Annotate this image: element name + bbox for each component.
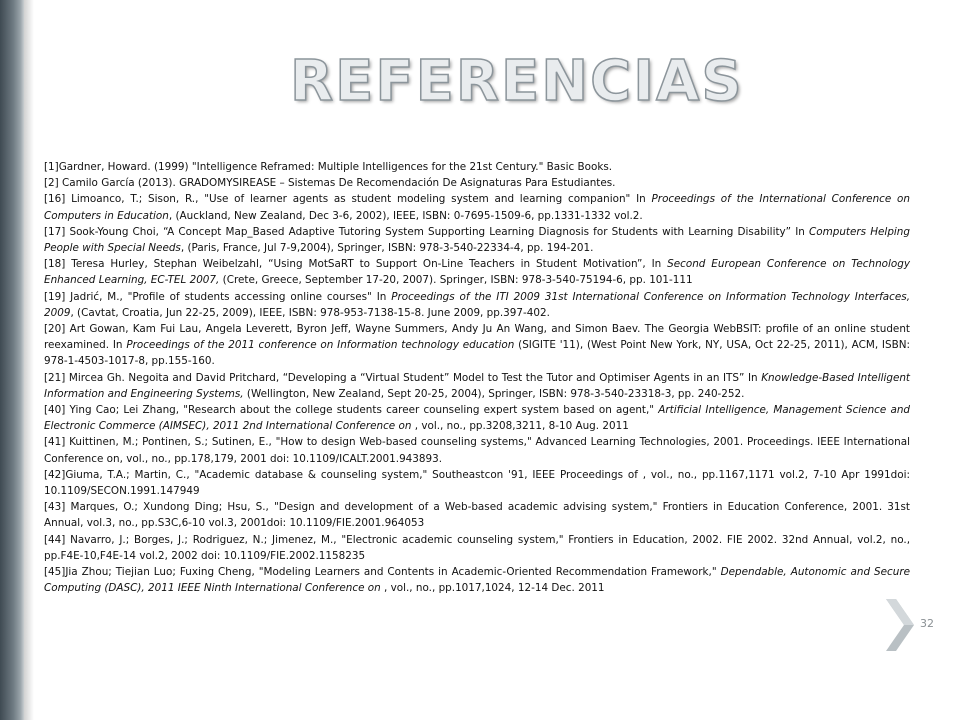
reference-italic-text: Proceedings of the 2011 conference on Information technology education xyxy=(126,339,515,352)
left-bar-shadow xyxy=(24,0,34,720)
reference-item xyxy=(44,256,910,288)
reference-text: [17] Sook-Young Choi, “A Concept Map_Based Adaptive Tutoring System Supporting Learning Diagnosis for Students with Learning Disability” In xyxy=(44,225,810,238)
reference-item xyxy=(44,175,910,191)
reference-italic-text: Knowledge-Based Intelligent Information and Engineering Systems, xyxy=(44,371,910,400)
reference-item xyxy=(44,564,910,596)
reference-item xyxy=(44,467,910,499)
reference-text: [41] Kuittinen, M.; Pontinen, S.; Sutinen, E., "How to design Web-based counseling systems," Advanced Learning Technologies, 2001. Proceedings. IEEE International Conference on, vol., no., pp.178,179, 2001 doi: 10.1109/ICALT.2001.943893. xyxy=(44,436,910,465)
reference-italic-text: Artificial Intelligence, Management Science and Electronic Commerce (AIMSEC), 2011 2nd International Conference on xyxy=(44,404,910,433)
reference-italic-text: Proceedings of the International Conference on Computers in Education xyxy=(44,193,910,222)
reference-item xyxy=(44,532,910,564)
reference-text: , (Cavtat, Croatia, Jun 22-25, 2009), IEEE, ISBN: 978-953-7138-15-8. June 2009, pp.397-402. xyxy=(70,306,550,319)
reference-text: , (Auckland, New Zealand, Dec 3-6, 2002), IEEE, ISBN: 0-7695-1509-6, pp.1331-1332 vol.2. xyxy=(168,209,643,222)
reference-text: [21] Mircea Gh. Negoita and David Pritchard, “Developing a “Virtual Student” Model to Test the Tutor and Optimiser Agents in an ITS” In xyxy=(44,371,762,384)
reference-text: , vol., no., pp.1017,1024, 12-14 Dec. 2011 xyxy=(380,582,605,595)
reference-text: [16] Limoanco, T.; Sison, R., "Use of learner agents as student modeling system and learning companion" In xyxy=(44,193,652,206)
left-decorative-bar xyxy=(0,0,24,720)
reference-text: (Wellington, New Zealand, Sept 20-25, 2004), Springer, ISBN: 978-3-540-23318-3, pp. 240-252. xyxy=(243,387,745,400)
reference-item xyxy=(44,289,910,321)
reference-text: , vol., no., pp.3208,3211, 8-10 Aug. 2011 xyxy=(411,420,629,433)
reference-text: [2] Camilo García (2013). GRADOMYSIREASE – Sistemas De Recomendación De Asignaturas Para Estudiantes. xyxy=(44,177,616,190)
reference-text: [19] Jadrić, M., "Profile of students accessing online courses" In xyxy=(44,290,392,303)
reference-item xyxy=(44,499,910,531)
reference-text: [42]Giuma, T.A.; Martin, C., "Academic database & counseling system," Southeastcon '91, IEEE Proceedings of , vol., no., pp.1167,1171 vol.2, 7-10 Apr 1991doi: 10.1109/SECON.1991.147949 xyxy=(44,468,910,498)
reference-text: [1]Gardner, Howard. (1999) "Intelligence Reframed: Multiple Intelligences for the 21st Century." Basic Books. xyxy=(44,161,613,173)
chevron-right-icon[interactable] xyxy=(882,595,918,655)
slide-title: REFERENCIAS xyxy=(290,49,744,114)
reference-text: (SIGITE '11), (West Point New York, NY, USA, Oct 22-25, 2011), ACM, ISBN: 978-1-4503-1017-8, pp.155-160. xyxy=(44,339,910,368)
reference-item xyxy=(44,434,910,466)
reference-text: [18] Teresa Hurley, Stephan Weibelzahl, “Using MotSaRT to Support On-Line Teachers in Student Motivation”, In xyxy=(44,258,668,271)
reference-italic-text: Dependable, Autonomic and Secure Computing (DASC), 2011 IEEE Ninth International Conference on xyxy=(44,566,910,595)
reference-item xyxy=(44,191,910,223)
reference-text: [40] Ying Cao; Lei Zhang, "Research about the college students career counseling expert system based on agent," xyxy=(44,404,659,417)
reference-item xyxy=(44,321,910,370)
reference-italic-text: Second European Conference on Technology Enhanced Learning, EC-TEL 2007, xyxy=(44,258,910,287)
reference-item xyxy=(44,159,910,175)
reference-italic-text: Computers Helping People with Special Needs xyxy=(44,225,910,255)
reference-text: [44] Navarro, J.; Borges, J.; Rodriguez, N.; Jimenez, M., "Electronic academic counseling system," Frontiers in Education, 2002. FIE 2002. 32nd Annual, vol.2, no., pp.F4E-10,F4E-14 vol.2, 2002 doi: 10.1109/FIE.2002.1158235 xyxy=(44,533,910,562)
reference-item xyxy=(44,370,910,402)
reference-text: , (Paris, France, Jul 7-9,2004), Springer, ISBN: 978-3-540-22334-4, pp. 194-201. xyxy=(180,242,594,255)
reference-text: [45]Jia Zhou; Tiejian Luo; Fuxing Cheng, "Modeling Learners and Contents in Academic-Oriented Recommendation Framework," xyxy=(44,566,721,579)
reference-text: (Crete, Greece, September 17-20, 2007). Springer, ISBN: 978-3-540-75194-6, pp. 101-111 xyxy=(219,274,693,287)
page-number: 32 xyxy=(920,617,934,630)
reference-item xyxy=(44,224,910,256)
reference-list xyxy=(44,159,910,596)
reference-italic-text: Proceedings of the ITI 2009 31st International Conference on Information Technology Interfaces, 2009 xyxy=(44,290,910,319)
reference-item xyxy=(44,402,910,434)
reference-text: [43] Marques, O.; Xundong Ding; Hsu, S., "Design and development of a Web-based academic advising system," Frontiers in Education Conference, 2001. 31st Annual, vol.3, no., pp.S3C,6-10 vol.3, 2001doi: 10.1109/FIE.2001.964053 xyxy=(44,501,910,530)
reference-text: [20] Art Gowan, Kam Fui Lau, Angela Leverett, Byron Jeff, Wayne Summers, Andy Ju An Wang, and Simon Baev. The Georgia WebBSIT: profile of an online student reexamined. In xyxy=(44,323,910,352)
